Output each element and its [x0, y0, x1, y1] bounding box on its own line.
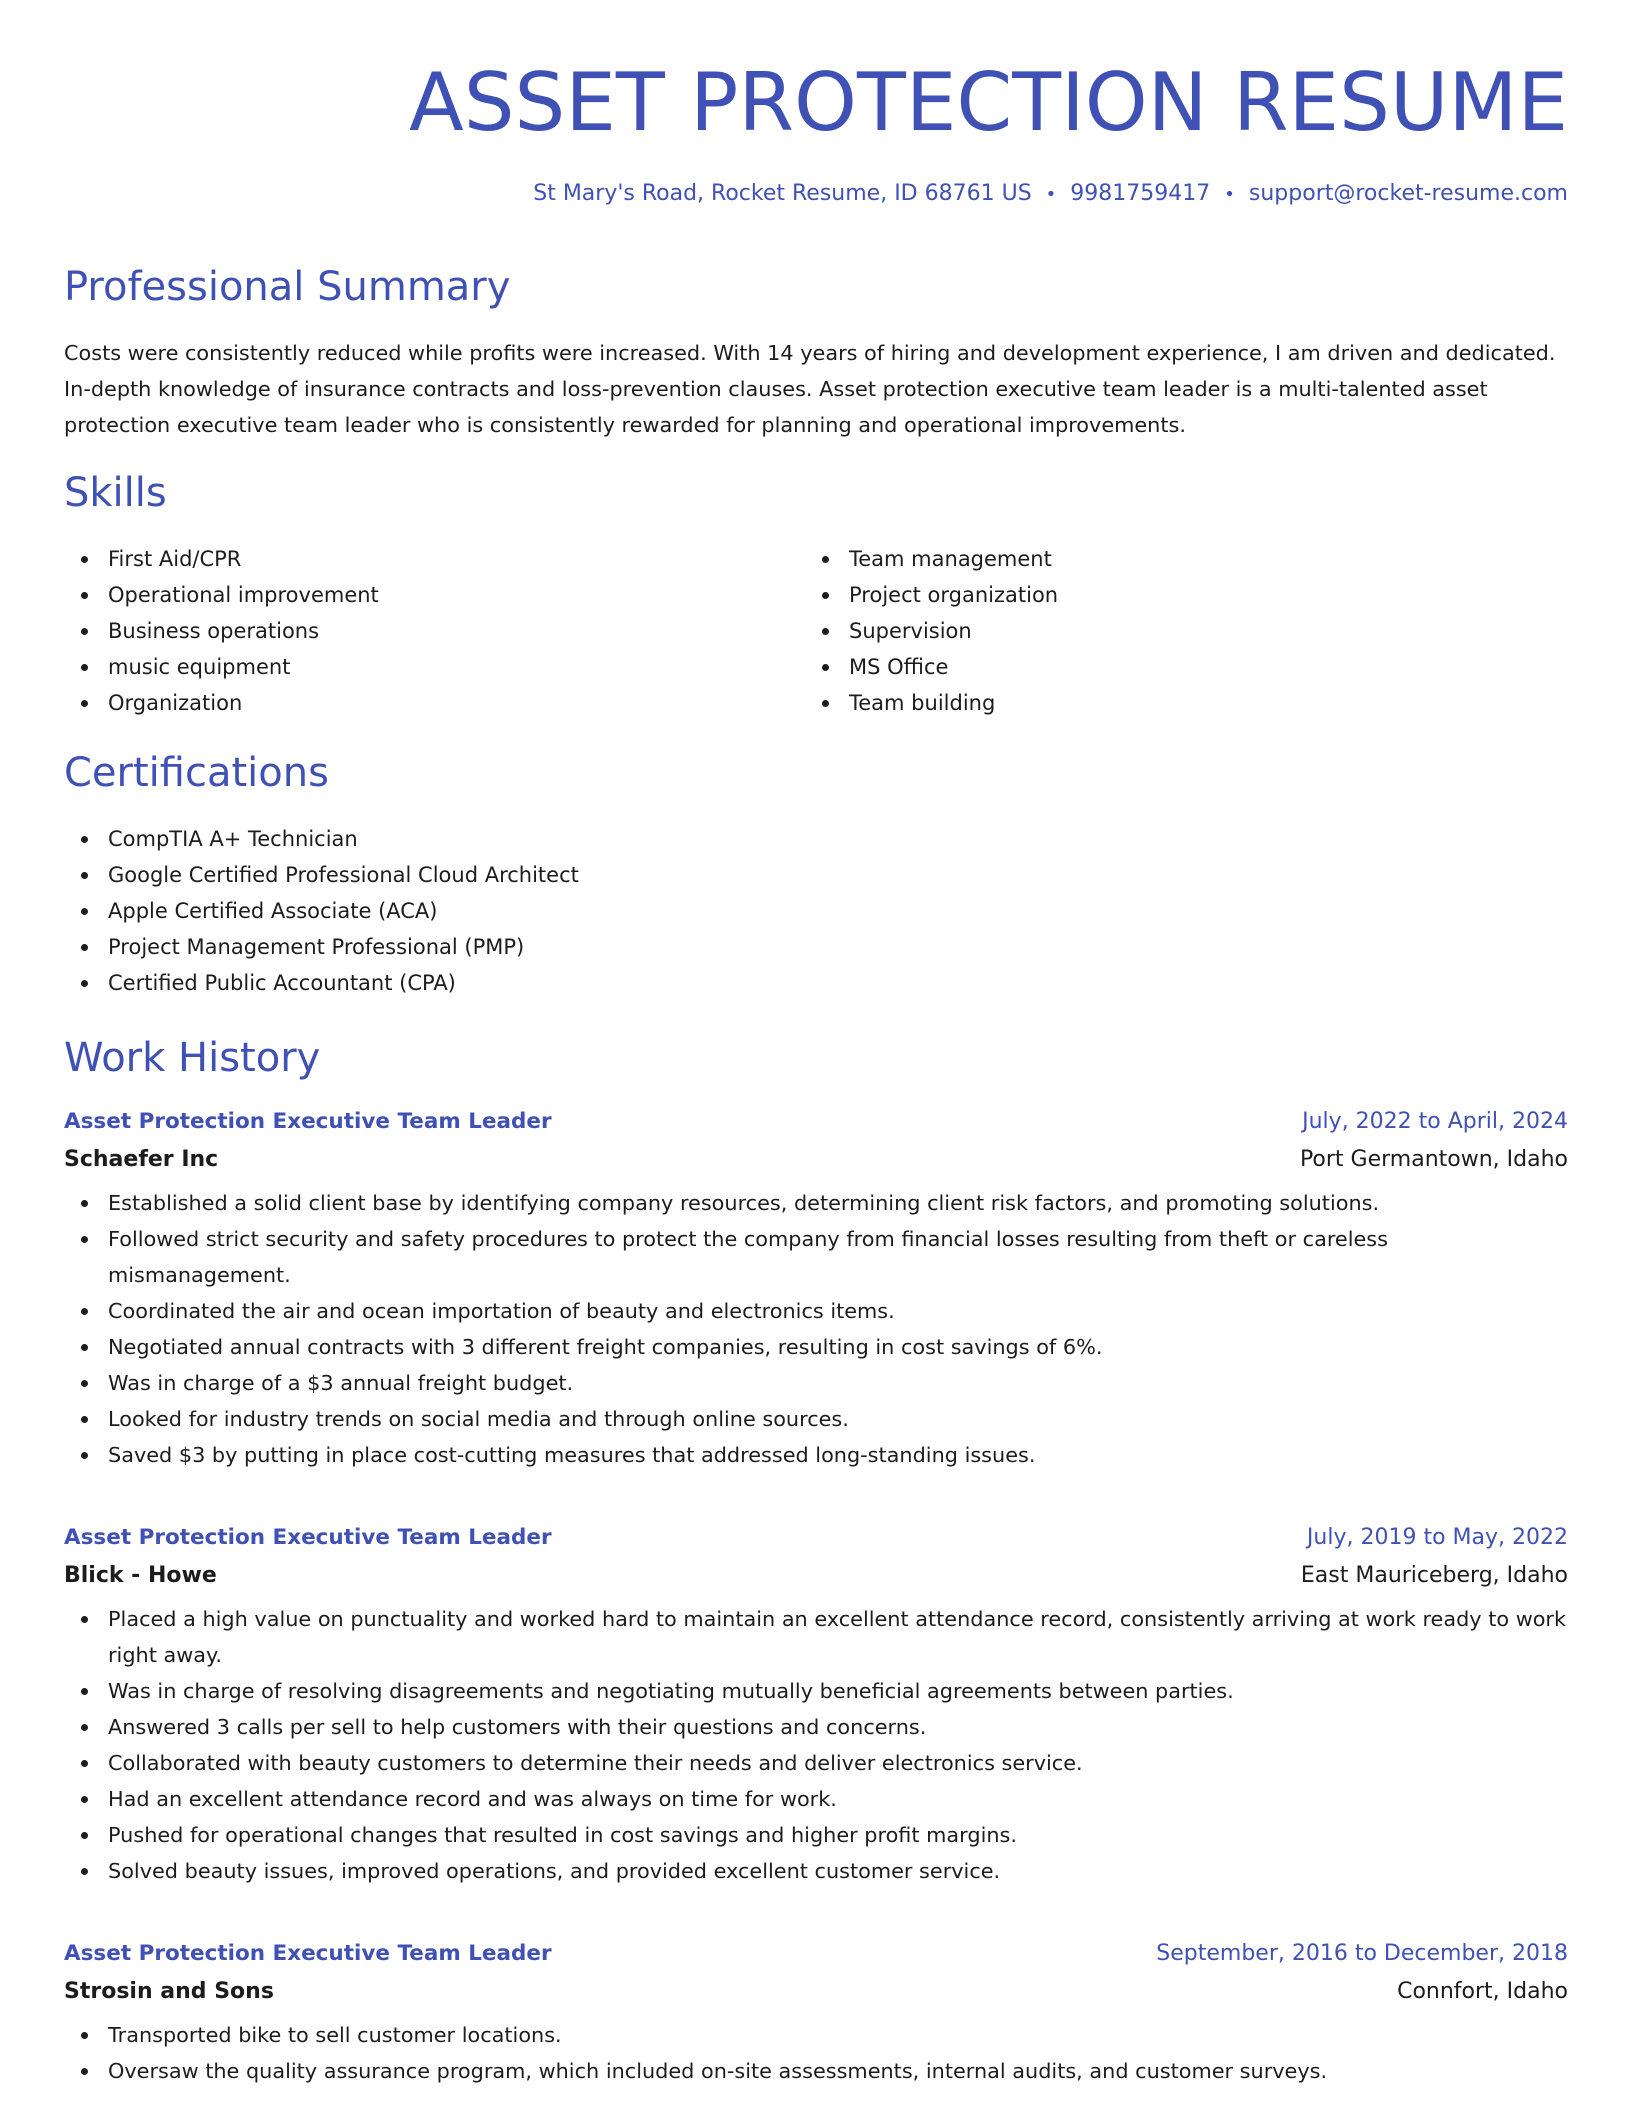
skill-item: Team management: [805, 541, 1505, 577]
skill-item: Supervision: [805, 613, 1505, 649]
contact-line: [533, 179, 1568, 210]
summary-heading: Professional Summary: [64, 264, 511, 310]
job-header: [64, 1937, 1568, 2013]
certification-item: Project Management Professional (PMP): [64, 929, 1568, 965]
contact-separator: •: [1224, 184, 1235, 205]
job-bullet: Placed a high value on punctuality and worked hard to maintain an excellent attendance record, consistently arriving at work ready to work right away.: [64, 1601, 1568, 1673]
job-dates: July, 2019 to May, 2022: [1306, 1525, 1568, 1550]
skill-item: Team building: [805, 685, 1505, 721]
job-entry: [64, 1105, 1568, 1473]
job-bullet: Followed strict security and safety procedures to protect the company from financial losses resulting from theft or careless mismanagement.: [64, 1221, 1568, 1293]
certifications-list: [64, 821, 1568, 1001]
certifications-section: [64, 821, 1568, 1001]
job-bullet: Pushed for operational changes that resulted in cost savings and higher profit margins.: [64, 1817, 1568, 1853]
job-company: Blick - Howe: [64, 1563, 217, 1588]
contact-separator: •: [1045, 184, 1057, 205]
job-bullet: Answered 3 calls per sell to help customers with their questions and concerns.: [64, 1709, 1568, 1745]
job-bullet: Solved beauty issues, improved operations, and provided excellent customer service.: [64, 1853, 1568, 1889]
job-bullet: Was in charge of resolving disagreements and negotiating mutually beneficial agreements between parties.: [64, 1673, 1568, 1709]
certifications-heading: Certifications: [64, 750, 329, 796]
job-location: Port Germantown, Idaho: [1299, 1147, 1568, 1172]
job-bullet: Established a solid client base by identifying company resources, determining client risk factors, and promoting solutions.: [64, 1185, 1568, 1221]
skills-right-column: [805, 541, 1505, 721]
job-bullet: Was in charge of a $3 annual freight budget.: [64, 1365, 1568, 1401]
skill-item: Operational improvement: [64, 577, 764, 613]
skill-item: MS Office: [805, 649, 1505, 685]
job-bullet: Looked for industry trends on social media and through online sources.: [64, 1401, 1568, 1437]
job-dates: September, 2016 to December, 2018: [1156, 1941, 1568, 1966]
job-location: East Mauriceberg, Idaho: [1300, 1563, 1568, 1588]
certification-item: CompTIA A+ Technician: [64, 821, 1568, 857]
contact-phone: 9981759417: [1070, 181, 1211, 206]
job-location: Connfort, Idaho: [1397, 1979, 1568, 2004]
summary-text: Costs were consistently reduced while profits were increased. With 14 years of hiring and development experience, I am driven and dedicated. In-depth knowledge of insurance contracts and loss-prevention clauses. Asset protection executive team leader is a multi-talented asset protection executive team leader who is consistently rewarded for planning and operational improvements.: [64, 341, 1556, 437]
skills-list-right: [805, 541, 1505, 721]
contact-email[interactable]: support@rocket-resume.com: [1248, 181, 1568, 206]
work-history-heading: Work History: [64, 1035, 321, 1081]
skill-item: Business operations: [64, 613, 764, 649]
contact-address: St Mary's Road, Rocket Resume, ID 68761 US: [533, 181, 1032, 206]
job-bullets: [64, 2017, 1568, 2089]
job-bullet: Oversaw the quality assurance program, which included on-site assessments, internal audits, and customer surveys.: [64, 2053, 1568, 2089]
skills-list-left: [64, 541, 764, 721]
job-bullet: Negotiated annual contracts with 3 different freight companies, resulting in cost savings of 6%.: [64, 1329, 1568, 1365]
skill-item: Project organization: [805, 577, 1505, 613]
job-header: [64, 1105, 1568, 1181]
job-company: Schaefer Inc: [64, 1147, 219, 1172]
certification-item: Google Certified Professional Cloud Architect: [64, 857, 1568, 893]
job-bullet: Collaborated with beauty customers to determine their needs and deliver electronics service.: [64, 1745, 1568, 1781]
resume-title: ASSET PROTECTION RESUME: [409, 56, 1568, 149]
skills-heading: Skills: [64, 470, 167, 516]
job-bullet: Coordinated the air and ocean importation of beauty and electronics items.: [64, 1293, 1568, 1329]
skills-left-column: [64, 541, 764, 721]
job-header: [64, 1521, 1568, 1597]
skill-item: music equipment: [64, 649, 764, 685]
job-bullet: Had an excellent attendance record and was always on time for work.: [64, 1781, 1568, 1817]
job-role: Asset Protection Executive Team Leader: [64, 1109, 552, 1134]
job-role: Asset Protection Executive Team Leader: [64, 1525, 552, 1550]
job-company: Strosin and Sons: [64, 1979, 274, 2004]
job-dates: July, 2022 to April, 2024: [1302, 1109, 1568, 1134]
job-bullets: [64, 1185, 1568, 1473]
job-entry: [64, 1937, 1568, 2089]
job-role: Asset Protection Executive Team Leader: [64, 1941, 552, 1966]
job-bullets: [64, 1601, 1568, 1889]
skill-item: First Aid/CPR: [64, 541, 764, 577]
skill-item: Organization: [64, 685, 764, 721]
certification-item: Apple Certified Associate (ACA): [64, 893, 1568, 929]
job-bullet: Saved $3 by putting in place cost-cutting measures that addressed long-standing issues.: [64, 1437, 1568, 1473]
certification-item: Certified Public Accountant (CPA): [64, 965, 1568, 1001]
job-bullet: Transported bike to sell customer locations.: [64, 2017, 1568, 2053]
job-entry: [64, 1521, 1568, 1889]
